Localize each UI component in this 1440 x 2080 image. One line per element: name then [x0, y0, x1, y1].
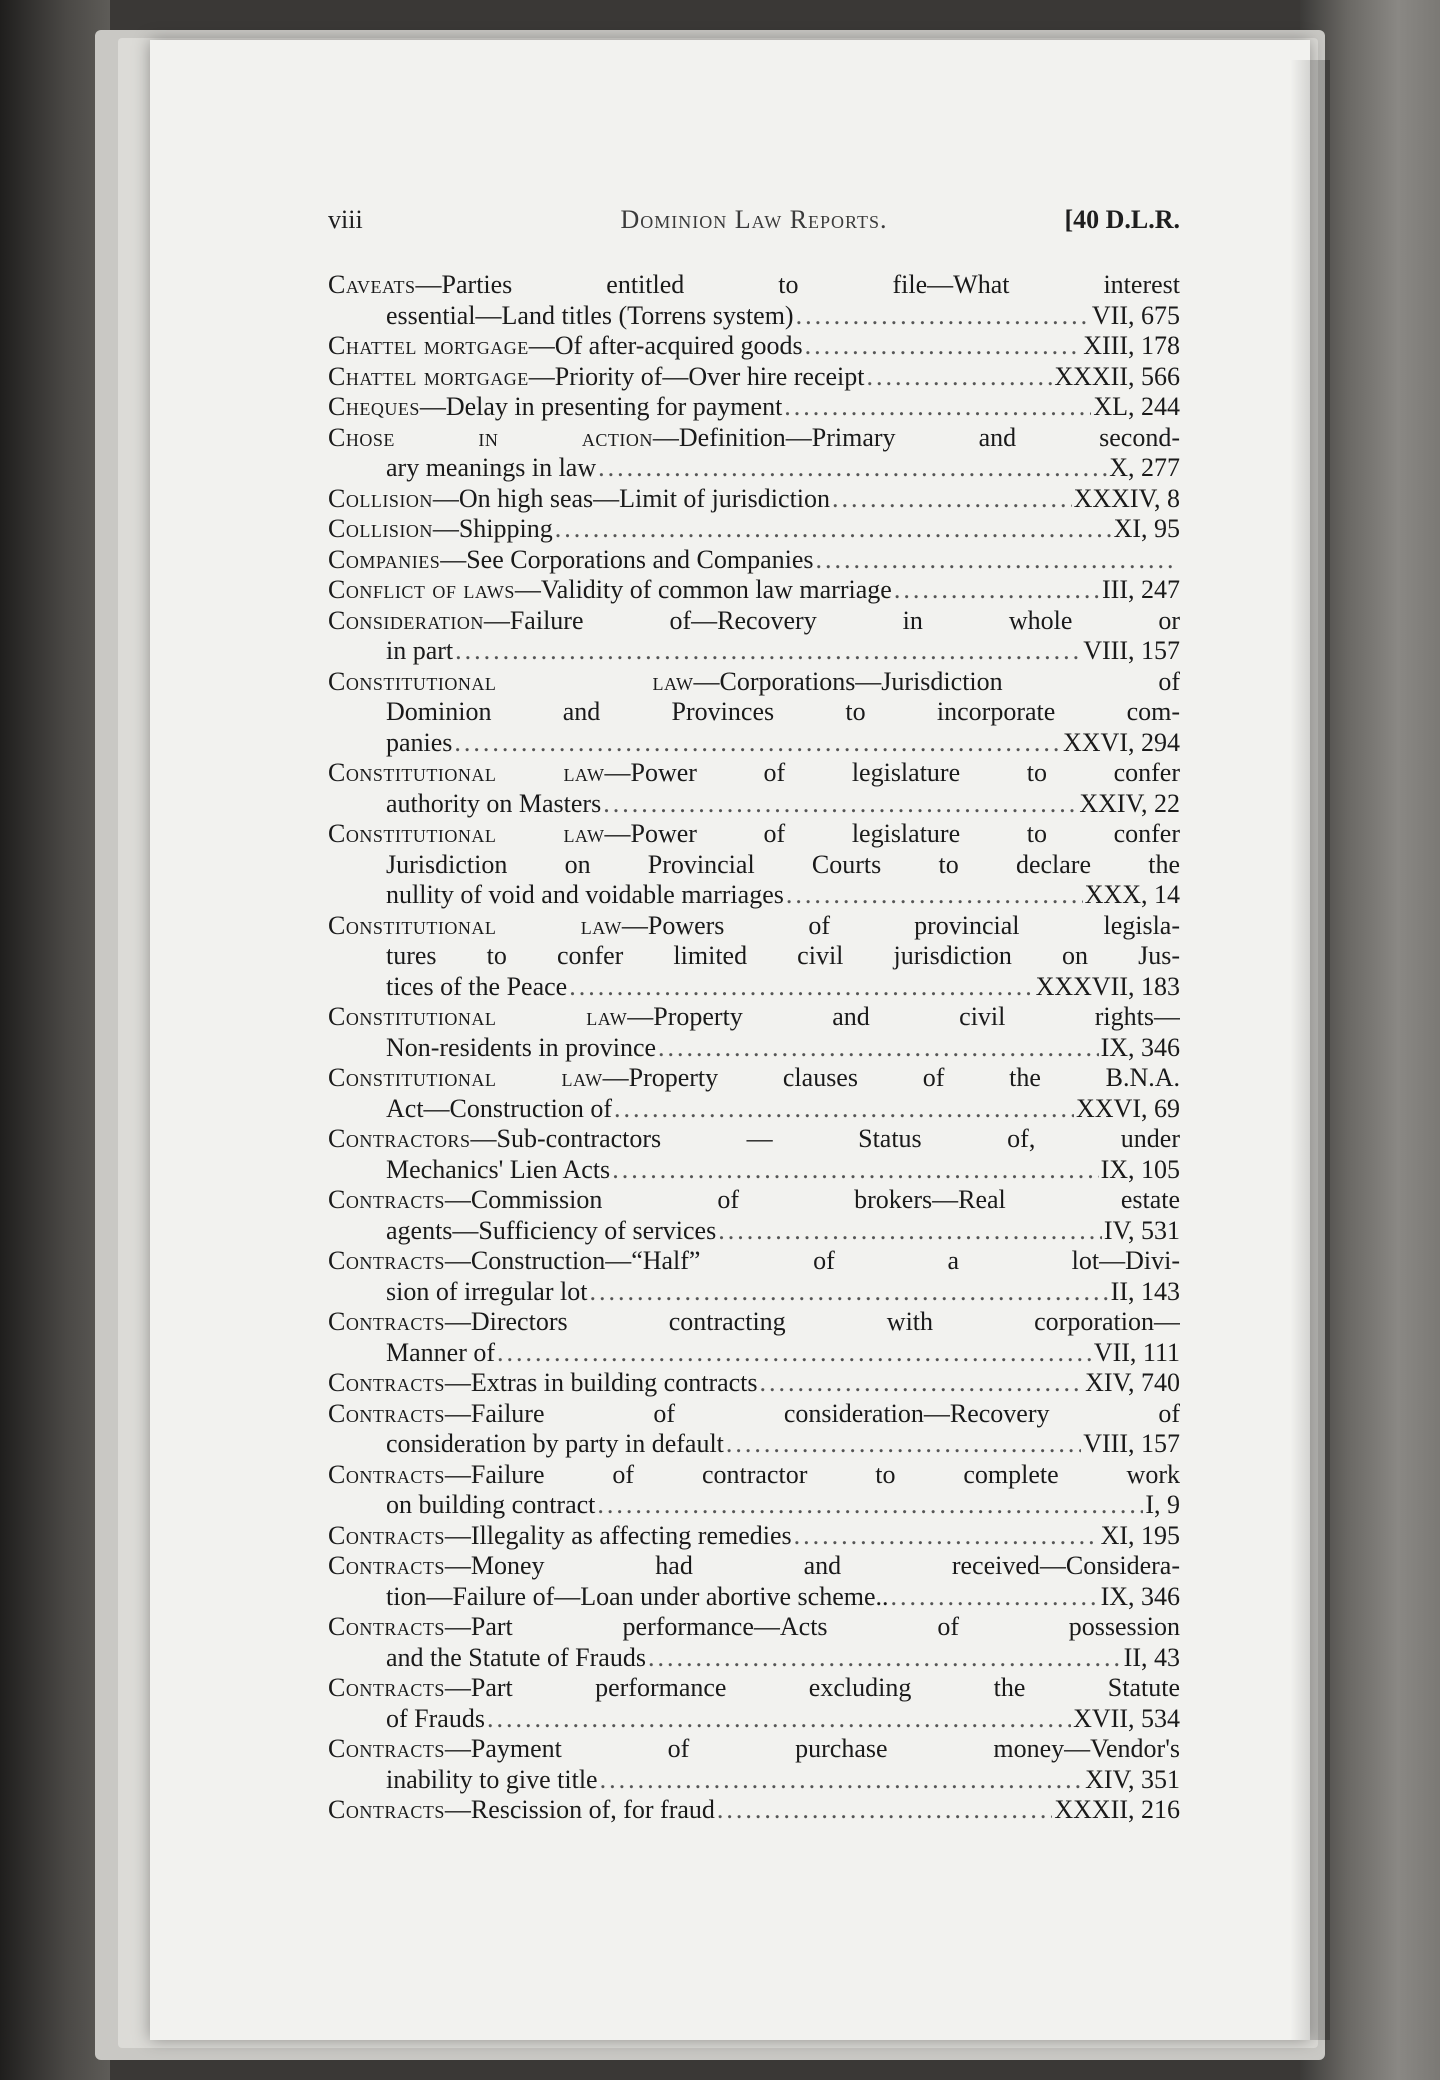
- leader-dots: [589, 1277, 1108, 1308]
- index-entry: [328, 758, 1180, 819]
- entry-continuation-line: [328, 1155, 1180, 1186]
- entry-text: Dominion and Provinces to incorporate com-: [386, 697, 1180, 726]
- entry-continuation-line: [328, 697, 1180, 728]
- entry-first-line: [328, 545, 1180, 576]
- entry-heading: Chattel mortgage: [328, 331, 529, 360]
- entry-text: —Powers of provincial legisla-: [621, 910, 1180, 940]
- entry-heading: Contracts: [328, 1459, 445, 1489]
- index-entry: [328, 1399, 1180, 1460]
- index-entry: [328, 484, 1180, 515]
- entry-continuation-line: [328, 1216, 1180, 1247]
- entry-text: in part: [386, 636, 454, 665]
- index-entry: [328, 1246, 1180, 1307]
- leader-dots: [718, 1216, 1102, 1247]
- entry-heading: Constitutional law: [328, 666, 694, 696]
- volume-page-reference: XXXII, 566: [1054, 361, 1180, 391]
- leader-dots: [454, 728, 1061, 759]
- entry-text: agents—Sufficiency of services: [386, 1215, 717, 1245]
- entry-text: —Directors contracting with corporation—: [444, 1307, 1180, 1336]
- entry-text: Non-residents in province: [386, 1032, 657, 1062]
- volume-page-reference: X, 277: [1109, 453, 1180, 482]
- entry-continuation-line: [328, 1277, 1180, 1308]
- entry-heading: Contracts: [328, 1734, 445, 1763]
- entry-continuation-line: [328, 972, 1180, 1003]
- entry-first-line: [328, 1185, 1180, 1216]
- entry-text: Mechanics' Lien Acts: [386, 1154, 611, 1184]
- volume-page-reference: XXXVII, 183: [1035, 971, 1180, 1001]
- entry-text: essential—Land titles (Torrens system): [386, 300, 794, 330]
- index-entry: [328, 1734, 1180, 1795]
- entry-text: —Failure of contractor to complete work: [444, 1459, 1180, 1489]
- entry-text: tices of the Peace: [386, 971, 568, 1001]
- entry-first-line: [328, 1673, 1180, 1704]
- index-entry: [328, 667, 1180, 759]
- volume-page-reference: XL, 244: [1093, 392, 1180, 421]
- entry-heading: Companies: [328, 544, 441, 574]
- entry-first-line: [328, 514, 1180, 545]
- entry-heading: Chose in action: [328, 422, 653, 452]
- volume-page-reference: IV, 531: [1103, 1215, 1180, 1245]
- entry-first-line: [328, 1734, 1180, 1765]
- entry-continuation-line: [328, 941, 1180, 972]
- index-entry: [328, 545, 1180, 576]
- entry-first-line: [328, 1399, 1180, 1430]
- leader-dots: [717, 1795, 1052, 1826]
- leader-dots: [726, 1429, 1081, 1460]
- entry-first-line: [328, 606, 1180, 637]
- volume-page-reference: XXXII, 216: [1054, 1795, 1180, 1824]
- volume-page-reference: XIII, 178: [1083, 331, 1180, 360]
- gutter-shadow: [1290, 60, 1330, 2040]
- volume-reference: [40 D.L.R.: [1064, 205, 1180, 234]
- leader-dots: [894, 575, 1100, 606]
- leader-dots: [603, 789, 1077, 820]
- entry-first-line: [328, 667, 1180, 698]
- entry-first-line: [328, 758, 1180, 789]
- index-entry: [328, 819, 1180, 911]
- leader-dots: [648, 1643, 1122, 1674]
- leader-dots: [658, 1033, 1099, 1064]
- volume-page-reference: XXIV, 22: [1079, 788, 1180, 818]
- entry-text: —Extras in building contracts: [444, 1368, 758, 1397]
- entry-first-line: [328, 1521, 1180, 1552]
- volume-page-reference: I, 9: [1145, 1490, 1180, 1519]
- index-entry: [328, 911, 1180, 1003]
- index-entry: [328, 1612, 1180, 1673]
- leader-dots: [598, 453, 1107, 484]
- leader-dots: [784, 392, 1091, 423]
- page-folio: viii: [328, 205, 363, 234]
- leader-dots: [600, 1765, 1084, 1796]
- volume-page-reference: VIII, 157: [1083, 636, 1180, 665]
- leader-dots: [816, 545, 1178, 576]
- entry-heading: Contracts: [328, 1673, 445, 1702]
- volume-page-reference: VII, 675: [1091, 300, 1180, 330]
- entry-first-line: [328, 911, 1180, 942]
- leader-dots: [891, 1582, 1099, 1613]
- entry-text: —See Corporations and Companies: [440, 544, 814, 574]
- entry-text: —Property clauses of the B.N.A.: [602, 1063, 1180, 1092]
- volume-page-reference: XXVI, 294: [1063, 727, 1180, 757]
- index-entry: [328, 514, 1180, 545]
- entry-first-line: [328, 575, 1180, 606]
- entry-text: —Parties entitled to file—What interest: [415, 270, 1180, 299]
- entry-heading: Caveats: [328, 270, 416, 299]
- entry-text: —Sub-contractors — Status of, under: [470, 1124, 1180, 1153]
- volume-page-reference: III, 247: [1102, 575, 1180, 604]
- entry-heading: Contractors: [328, 1124, 471, 1153]
- entry-text: —Payment of purchase money—Vendor's: [444, 1734, 1180, 1763]
- entry-continuation-line: [328, 453, 1180, 484]
- entry-text: inability to give title: [386, 1764, 598, 1794]
- index-entry: [328, 362, 1180, 393]
- index-entry: [328, 1551, 1180, 1612]
- index-entry: [328, 1307, 1180, 1368]
- entry-first-line: [328, 331, 1180, 362]
- entry-continuation-line: [328, 1582, 1180, 1613]
- entry-first-line: [328, 270, 1180, 301]
- entry-text: —Priority of—Over hire receipt: [528, 361, 865, 391]
- entry-heading: Contracts: [328, 1368, 445, 1397]
- entry-text: nullity of void and voidable marriages: [386, 880, 784, 909]
- entry-first-line: [328, 423, 1180, 454]
- entry-continuation-line: [328, 1490, 1180, 1521]
- entry-text: —Definition—Primary and second-: [652, 422, 1180, 452]
- volume-page-reference: IX, 346: [1100, 1581, 1180, 1611]
- entry-first-line: [328, 819, 1180, 850]
- volume-page-reference: II, 43: [1123, 1642, 1180, 1672]
- entry-first-line: [328, 1246, 1180, 1277]
- entry-continuation-line: [328, 1429, 1180, 1460]
- entry-heading: Contracts: [328, 1307, 445, 1336]
- index-entry: [328, 1368, 1180, 1399]
- index-entry: [328, 423, 1180, 484]
- entry-continuation-line: [328, 1094, 1180, 1125]
- entry-continuation-line: [328, 789, 1180, 820]
- index-entries: [328, 270, 1180, 1826]
- entry-text: tures to confer limited civil jurisdiction on Jus-: [386, 941, 1180, 970]
- index-entry: [328, 1460, 1180, 1521]
- leader-dots: [597, 1490, 1143, 1521]
- leader-dots: [786, 880, 1083, 911]
- leader-dots: [805, 331, 1082, 362]
- entry-heading: Consideration: [328, 605, 484, 635]
- entry-heading: Collision: [328, 514, 433, 543]
- volume-page-reference: XIV, 351: [1085, 1764, 1180, 1794]
- entry-continuation-line: [328, 301, 1180, 332]
- entry-heading: Chattel mortgage: [328, 361, 529, 391]
- entry-text: —Money had and received—Considera-: [444, 1551, 1180, 1580]
- volume-page-reference: VIII, 157: [1083, 1429, 1180, 1458]
- entry-first-line: [328, 484, 1180, 515]
- running-title: Dominion Law Reports.: [620, 205, 888, 234]
- entry-text: —On high seas—Limit of jurisdiction: [432, 483, 831, 513]
- entry-text: —Of after-acquired goods: [528, 331, 803, 360]
- index-entry: [328, 392, 1180, 423]
- entry-first-line: [328, 1124, 1180, 1155]
- entry-heading: Contracts: [328, 1551, 445, 1580]
- entry-continuation-line: [328, 1704, 1180, 1735]
- entry-first-line: [328, 1612, 1180, 1643]
- entry-heading: Contracts: [328, 1398, 445, 1428]
- volume-page-reference: XVII, 534: [1073, 1703, 1180, 1733]
- entry-heading: Contracts: [328, 1795, 445, 1824]
- entry-text: of Frauds: [386, 1703, 485, 1733]
- entry-text: sion of irregular lot: [386, 1276, 588, 1306]
- entry-text: and the Statute of Frauds: [386, 1642, 646, 1672]
- entry-heading: Contracts: [328, 1520, 445, 1550]
- index-entry: [328, 270, 1180, 331]
- entry-continuation-line: [328, 1765, 1180, 1796]
- entry-text: ary meanings in law: [386, 453, 597, 482]
- index-entry: [328, 1795, 1180, 1826]
- entry-continuation-line: [328, 850, 1180, 881]
- entry-text: —Property and civil rights—: [627, 1002, 1180, 1031]
- entry-heading: Constitutional law: [328, 1063, 603, 1092]
- index-entry: [328, 606, 1180, 667]
- volume-page-reference: XXX, 14: [1084, 880, 1180, 909]
- volume-page-reference: II, 143: [1110, 1276, 1180, 1306]
- scan-background-left: [0, 0, 110, 2080]
- leader-dots: [832, 484, 1072, 515]
- entry-text: —Validity of common law marriage: [514, 575, 892, 604]
- index-entry: [328, 1673, 1180, 1734]
- volume-page-reference: IX, 346: [1100, 1032, 1180, 1062]
- entry-heading: Conflict of laws: [328, 575, 515, 604]
- entry-text: Manner of: [386, 1337, 496, 1367]
- leader-dots: [796, 301, 1090, 332]
- entry-heading: Constitutional law: [328, 1002, 628, 1031]
- leader-dots: [866, 362, 1052, 393]
- entry-text: —Corporations—Jurisdiction of: [693, 666, 1180, 696]
- entry-text: —Commission of brokers—Real estate: [444, 1185, 1180, 1214]
- entry-text: authority on Masters: [386, 788, 602, 818]
- leader-dots: [794, 1521, 1099, 1552]
- entry-text: —Power of legislature to confer: [604, 819, 1180, 848]
- entry-text: —Power of legislature to confer: [604, 758, 1180, 787]
- leader-dots: [487, 1704, 1071, 1735]
- entry-continuation-line: [328, 1338, 1180, 1369]
- leader-dots: [760, 1368, 1084, 1399]
- index-entry: [328, 1124, 1180, 1185]
- entry-continuation-line: [328, 728, 1180, 759]
- leader-dots: [455, 636, 1081, 667]
- entry-text: on building contract: [386, 1490, 596, 1519]
- entry-heading: Constitutional law: [328, 819, 605, 848]
- index-entry: [328, 575, 1180, 606]
- entry-first-line: [328, 362, 1180, 393]
- entry-continuation-line: [328, 636, 1180, 667]
- entry-first-line: [328, 1795, 1180, 1826]
- leader-dots: [569, 972, 1033, 1003]
- entry-heading: Contracts: [328, 1185, 445, 1214]
- entry-text: —Rescission of, for fraud: [444, 1795, 715, 1824]
- entry-continuation-line: [328, 1643, 1180, 1674]
- entry-text: —Delay in presenting for payment: [419, 392, 783, 421]
- entry-heading: Cheques: [328, 392, 420, 421]
- running-header: [328, 205, 1180, 245]
- volume-page-reference: XI, 195: [1100, 1520, 1180, 1550]
- entry-first-line: [328, 1063, 1180, 1094]
- volume-page-reference: VII, 111: [1093, 1337, 1180, 1367]
- entry-text: —Illegality as affecting remedies: [444, 1520, 792, 1550]
- entry-text: —Part performance—Acts of possession: [444, 1612, 1180, 1641]
- leader-dots: [555, 514, 1112, 545]
- volume-page-reference: IX, 105: [1100, 1154, 1180, 1184]
- entry-text: Act—Construction of: [386, 1093, 613, 1123]
- entry-text: —Failure of consideration—Recovery of: [444, 1398, 1180, 1428]
- entry-first-line: [328, 1368, 1180, 1399]
- leader-dots: [497, 1338, 1092, 1369]
- entry-heading: Constitutional law: [328, 910, 622, 940]
- entry-first-line: [328, 392, 1180, 423]
- entry-text: —Construction—“Half” of a lot—Divi-: [444, 1246, 1180, 1275]
- entry-heading: Collision: [328, 483, 433, 513]
- entry-heading: Constitutional law: [328, 758, 605, 787]
- entry-text: —Part performance excluding the Statute: [444, 1673, 1180, 1702]
- entry-first-line: [328, 1307, 1180, 1338]
- entry-text: tion—Failure of—Loan under abortive scheme..: [386, 1581, 889, 1611]
- index-entry: [328, 1521, 1180, 1552]
- entry-text: consideration by party in default: [386, 1429, 724, 1458]
- index-entry: [328, 1063, 1180, 1124]
- entry-continuation-line: [328, 1033, 1180, 1064]
- entry-first-line: [328, 1551, 1180, 1582]
- entry-text: —Shipping: [432, 514, 553, 543]
- entry-heading: Contracts: [328, 1612, 445, 1641]
- entry-first-line: [328, 1460, 1180, 1491]
- entry-text: Jurisdiction on Provincial Courts to declare the: [386, 849, 1180, 879]
- index-entry: [328, 331, 1180, 362]
- volume-page-reference: XI, 95: [1113, 514, 1180, 543]
- entry-first-line: [328, 1002, 1180, 1033]
- volume-page-reference: XIV, 740: [1085, 1368, 1180, 1397]
- index-entry: [328, 1185, 1180, 1246]
- volume-page-reference: XXXIV, 8: [1073, 483, 1180, 513]
- entry-text: —Failure of—Recovery in whole or: [483, 605, 1180, 635]
- index-entry: [328, 1002, 1180, 1063]
- leader-dots: [612, 1155, 1098, 1186]
- leader-dots: [614, 1094, 1074, 1125]
- entry-continuation-line: [328, 880, 1180, 911]
- entry-text: panies: [386, 727, 453, 757]
- entry-heading: Contracts: [328, 1246, 445, 1275]
- volume-page-reference: XXVI, 69: [1076, 1093, 1180, 1123]
